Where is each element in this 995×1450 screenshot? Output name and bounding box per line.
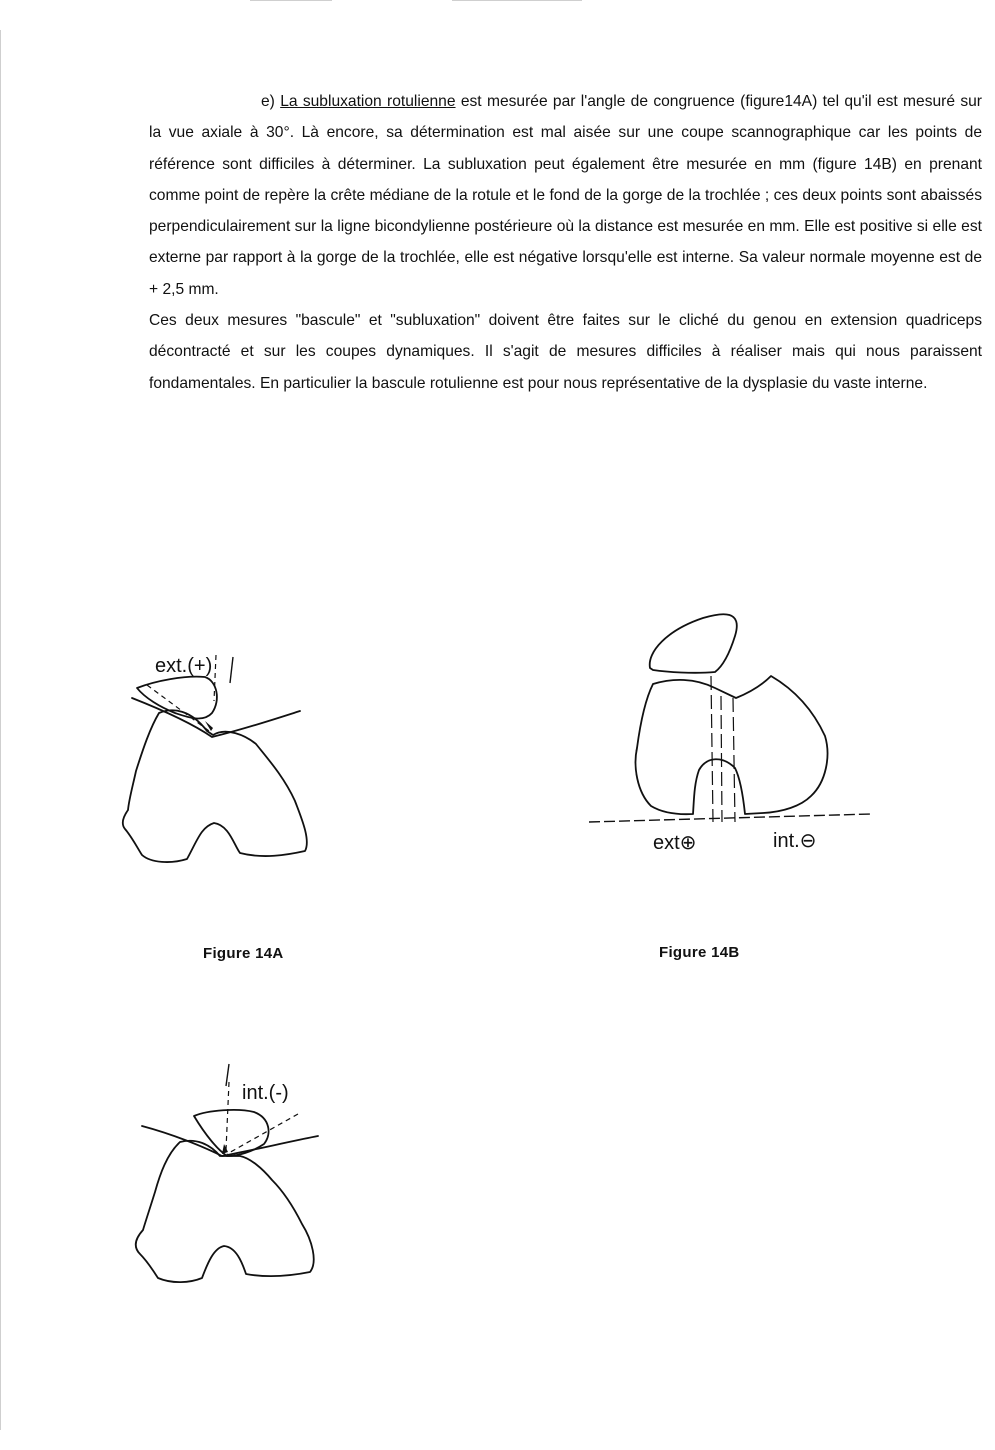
trochlea-groove-perpendicular-2 xyxy=(733,698,735,822)
paragraph-measures: Ces deux mesures "bascule" et "subluxation" doivent être faites sur le cliché du genou en extension quadriceps décontracté et sur les coupes dynamiques. Il s'agit de mesures difficiles à réaliser mais qui nous paraissent fondamentales. En particulier la bascule rotulienne est pour nous représentative de la dysplasie du vaste interne. xyxy=(149,312,982,392)
patella-outline xyxy=(137,677,217,719)
figure-14a-svg xyxy=(115,645,315,875)
figure-14a-diagram xyxy=(115,645,315,875)
section-heading-underlined: La subluxation rotulienne xyxy=(280,93,456,110)
femur-outline xyxy=(136,1141,314,1282)
patella-outline xyxy=(650,614,737,673)
figure-14a-label: ext.(+) xyxy=(155,655,213,677)
paragraph-prefix: e) xyxy=(261,93,281,110)
trochlea-groove-perpendicular-1 xyxy=(721,696,722,822)
figure-14a-caption: Figure 14A xyxy=(203,945,284,962)
figure-lower-svg xyxy=(122,1062,342,1292)
page-edge-top-2 xyxy=(452,0,582,1)
figure-14b-svg xyxy=(575,600,875,860)
femur-outline xyxy=(123,710,307,862)
bicondylar-line xyxy=(589,814,871,822)
patella-ridge-perpendicular xyxy=(711,676,713,822)
body-text xyxy=(149,86,982,399)
figure-14b-label-ext: ext⊕ xyxy=(653,832,697,854)
congruence-line-vertical xyxy=(226,1082,229,1150)
congruence-line-vertical xyxy=(214,655,216,701)
reference-tick xyxy=(230,657,233,683)
figure-lower-diagram xyxy=(122,1062,342,1292)
figure-lower-label: int.(-) xyxy=(242,1082,289,1104)
trochlea-tangent-line xyxy=(142,1126,318,1156)
congruence-angle-mark xyxy=(222,1144,228,1154)
page-edge-left xyxy=(0,30,1,1430)
figure-14b-label-int: int.⊖ xyxy=(773,830,817,852)
femur-outline xyxy=(636,676,828,814)
paragraph-subluxation xyxy=(149,86,982,305)
figure-14b-diagram xyxy=(575,600,875,860)
page-edge-top-1 xyxy=(250,0,332,1)
paragraph-subluxation-text: est mesurée par l'angle de congruence (figure14A) tel qu'il est mesuré sur la vue axiale à 30°. Là encore, sa détermination est mal aisée sur une coupe scannographique car les points de référence sont difficiles à déterminer. La subluxation peut également être mesurée en mm (figure 14B) en prenant comme point de repère la crête médiane de la rotule et le fond de la gorge de la trochlée ; ces deux points sont abaissés perpendiculairement sur la ligne bicondylienne postérieure où la distance est mesurée en mm. Elle est positive si elle est externe par rapport à la gorge de la trochlée, elle est négative lorsqu'elle est interne. Sa valeur normale moyenne est de + 2,5 mm. xyxy=(149,93,982,298)
figure-14b-caption: Figure 14B xyxy=(659,944,740,961)
